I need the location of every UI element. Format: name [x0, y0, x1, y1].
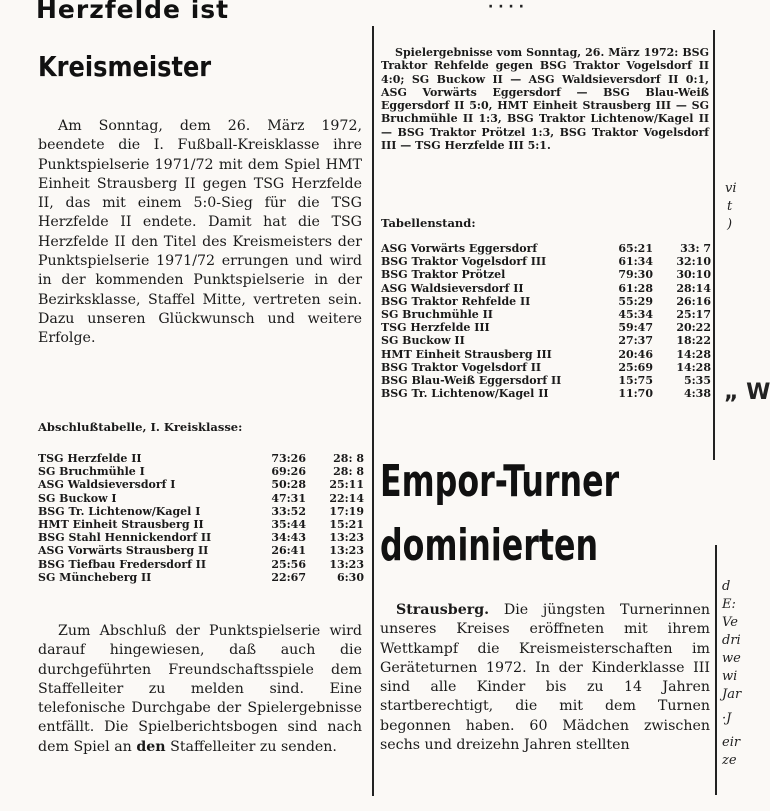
table-row — [38, 478, 364, 491]
team-name: TSG Herzfelde II — [38, 452, 142, 465]
final-table-title: Abschlußtabelle, I. Kreisklasse: — [38, 420, 243, 434]
points: 15:21 — [329, 517, 364, 531]
article-headline-empor-turner — [380, 450, 619, 578]
headline-line-1: Empor-Turner — [380, 456, 620, 507]
edge-fragment-bold: „ W — [724, 380, 770, 405]
headline-line-2: dominierten — [380, 520, 599, 571]
table-row — [381, 348, 711, 361]
paragraph-2-tail: Staffelleiter zu senden. — [170, 738, 337, 755]
table-row — [381, 255, 711, 268]
article-3-body: Die jüngsten Turnerinnen unseres Kreises eröffneten mit ihrem Wettkampf die Kreismeisterschaften im Geräteturnen 1972. In der Kinderklasse III sind alle Kinder bis zu 14 Jahren startberechtigt, die mit dem Turnen begonnen haben. 60 Mädchen zwischen sechs und dreizehn Jahren stellten — [380, 602, 710, 754]
table-row — [38, 452, 364, 465]
points: 28: 8 — [333, 465, 364, 479]
article-paragraph-2 — [38, 622, 362, 757]
team-name: BSG Stahl Hennickendorf II — [38, 531, 212, 545]
table-row — [381, 387, 711, 400]
table-row — [38, 531, 364, 544]
team-name: SG Buckow I — [38, 491, 117, 505]
edge-fragment: we — [722, 651, 741, 666]
edge-fragment: ) — [727, 217, 733, 232]
points: 14:28 — [676, 360, 711, 374]
team-name: SG Buckow II — [381, 334, 465, 348]
clipped-heading-right: · · · · — [488, 0, 524, 15]
goal-ratio: 61:28 — [618, 281, 653, 295]
table-row — [381, 308, 711, 321]
goal-ratio: 55:29 — [618, 294, 653, 308]
points: 18:22 — [676, 334, 711, 348]
table-row — [381, 321, 711, 334]
points: 32:10 — [676, 255, 711, 269]
table-row — [381, 282, 711, 295]
team-name: ASG Vorwärts Strausberg II — [38, 544, 209, 558]
team-name: SG Müncheberg II — [38, 570, 152, 584]
table-row — [381, 334, 711, 347]
goal-ratio: 26:41 — [271, 544, 306, 558]
standings-title: Tabellenstand: — [381, 216, 476, 230]
points: 20:22 — [676, 321, 711, 335]
table-row — [381, 242, 711, 255]
edge-fragment: ·J — [722, 711, 732, 726]
goal-ratio: 20:46 — [618, 347, 653, 361]
goal-ratio: 45:34 — [618, 307, 653, 321]
points: 13:23 — [329, 531, 364, 545]
dateline: Strausberg. — [396, 602, 490, 618]
team-name: HMT Einheit Strausberg II — [38, 517, 204, 531]
edge-fragment: Ve — [722, 615, 738, 630]
column-rule-right-top — [713, 30, 715, 460]
standings-table — [381, 242, 711, 400]
team-name: SG Bruchmühle II — [381, 307, 493, 321]
final-league-table — [38, 452, 364, 584]
team-name: BSG Blau-Weiß Eggersdorf II — [381, 373, 562, 387]
points: 14:28 — [676, 347, 711, 361]
goal-ratio: 61:34 — [618, 255, 653, 269]
table-row — [381, 361, 711, 374]
column-rule-center — [372, 26, 374, 796]
edge-fragment: vi — [725, 181, 737, 196]
column-rule-right-bottom — [715, 545, 717, 795]
points: 17:19 — [329, 504, 364, 518]
points: 28: 8 — [333, 452, 364, 465]
match-results: Spielergebnisse vom Sonntag, 26. März 1972: BSG Traktor Rehfelde gegen BSG Traktor Vogelsdorf II 4:0; SG Buckow II — ASG Waldsieversdorf II 0:1, ASG Vorwärts Eggersdorf — BSG Blau-Weiß Eggersdorf II 5:0, HMT Einheit Strausberg III — SG Bruchmühle II 1:3, BSG Traktor Lichtenow/Kagel II — BSG Traktor Prötzel 1:3, BSG Traktor Vogelsdorf III — TSG Herzfelde III 5:1. — [381, 46, 709, 153]
points: 28:14 — [676, 281, 711, 295]
team-name: HMT Einheit Strausberg III — [381, 347, 552, 361]
table-row — [38, 571, 364, 584]
edge-fragment: wi — [722, 669, 738, 684]
table-row — [38, 558, 364, 571]
goal-ratio: 79:30 — [618, 268, 653, 282]
points: 13:23 — [329, 557, 364, 571]
team-name: ASG Vorwärts Eggersdorf — [381, 242, 538, 255]
points: 25:17 — [676, 307, 711, 321]
points: 30:10 — [676, 268, 711, 282]
team-name: BSG Tr. Lichtenow/Kagel II — [381, 387, 549, 401]
article-headline-kreismeister: Kreismeister — [38, 50, 212, 83]
points: 6:30 — [336, 570, 364, 584]
table-row — [38, 492, 364, 505]
points: 26:16 — [676, 294, 711, 308]
table-row — [38, 544, 364, 557]
paragraph-2-bold-word: den — [136, 738, 166, 755]
goal-ratio: 22:67 — [271, 570, 306, 584]
table-row — [381, 374, 711, 387]
table-row — [38, 465, 364, 478]
team-name: ASG Waldsieversdorf II — [381, 281, 524, 295]
edge-fragment: E: — [722, 597, 736, 612]
points: 33: 7 — [680, 242, 711, 255]
goal-ratio: 25:56 — [271, 557, 306, 571]
goal-ratio: 69:26 — [271, 465, 306, 479]
team-name: BSG Traktor Vogelsdorf III — [381, 255, 547, 269]
goal-ratio: 47:31 — [271, 491, 306, 505]
goal-ratio: 73:26 — [271, 452, 306, 465]
goal-ratio: 25:69 — [618, 360, 653, 374]
goal-ratio: 65:21 — [618, 242, 653, 255]
clipped-heading-left: Herzfelde ist — [36, 0, 230, 24]
points: 4:38 — [683, 387, 711, 401]
team-name: ASG Waldsieversdorf I — [38, 478, 176, 492]
team-name: BSG Traktor Vogelsdorf II — [381, 360, 542, 374]
points: 25:11 — [329, 478, 364, 492]
goal-ratio: 33:52 — [271, 504, 306, 518]
team-name: BSG Tiefbau Fredersdorf II — [38, 557, 206, 571]
table-row — [38, 505, 364, 518]
goal-ratio: 27:37 — [618, 334, 653, 348]
paragraph-2-text: Zum Abschluß der Punktspielserie wird darauf hingewiesen, daß auch die durchgeführten Freundschaftsspiele dem Staffelleiter zu melden sind. Eine telefonische Durchgabe der Spielergebnisse entfällt. Die Spielberichtsbogen sind nach dem Spiel an — [38, 623, 362, 755]
article-paragraph-1: Am Sonntag, dem 26. März 1972, beendete die I. Fußball-Kreisklasse ihre Punktspielserie 1971/72 mit dem Spiel HMT Einheit Strausberg II gegen TSG Herzfelde II, das mit einem 5:0-Sieg für die TSG Herzfelde II endete. Damit hat die TSG Herzfelde II den Titel des Kreismeisters der Punktspielserie 1971/72 errungen und wird in der kommenden Punktspielserie in der Bezirksklasse, Staffel Mitte, vertreten sein. Dazu unseren Glückwunsch und weitere Erfolge. — [38, 118, 362, 347]
article-3-text — [380, 601, 710, 755]
team-name: SG Bruchmühle I — [38, 465, 145, 479]
table-row — [38, 518, 364, 531]
edge-fragment: ze — [722, 753, 737, 768]
edge-fragment: dri — [722, 633, 741, 648]
table-row — [381, 295, 711, 308]
edge-fragment: Jar — [722, 687, 742, 702]
goal-ratio: 35:44 — [271, 517, 306, 531]
team-name: BSG Traktor Prötzel — [381, 268, 506, 282]
edge-fragment: t — [727, 199, 733, 214]
points: 22:14 — [329, 491, 364, 505]
team-name: TSG Herzfelde III — [381, 321, 490, 335]
goal-ratio: 11:70 — [618, 387, 653, 401]
team-name: BSG Tr. Lichtenow/Kagel I — [38, 504, 201, 518]
goal-ratio: 59:47 — [618, 321, 653, 335]
goal-ratio: 34:43 — [271, 531, 306, 545]
table-row — [381, 268, 711, 281]
goal-ratio: 50:28 — [271, 478, 306, 492]
edge-fragment: eir — [722, 735, 741, 750]
goal-ratio: 15:75 — [618, 373, 653, 387]
points: 13:23 — [329, 544, 364, 558]
edge-fragment: d — [722, 579, 731, 594]
team-name: BSG Traktor Rehfelde II — [381, 294, 531, 308]
points: 5:35 — [683, 373, 711, 387]
